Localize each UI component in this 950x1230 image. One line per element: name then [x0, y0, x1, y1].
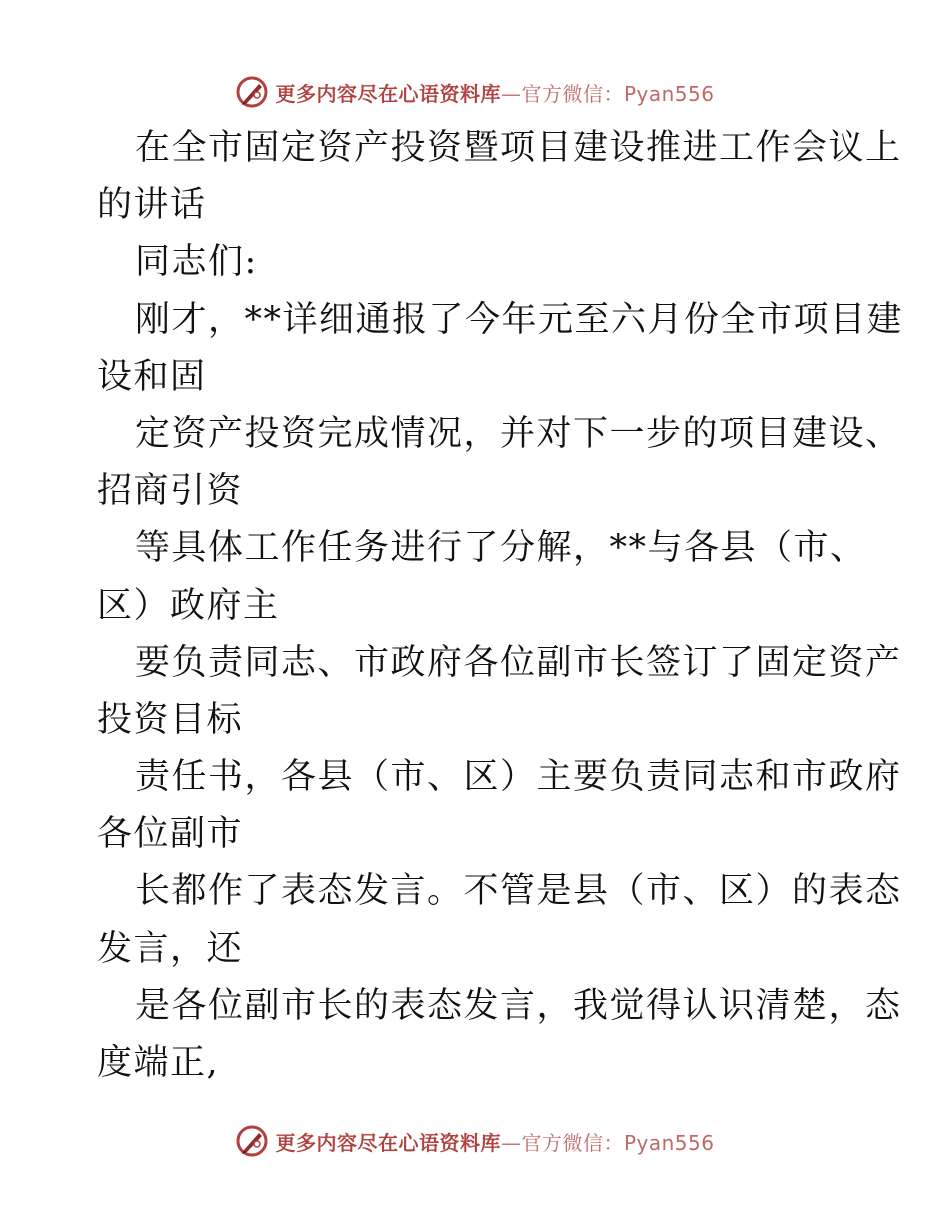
watermark-wechat: 官方微信：Pyan556	[521, 81, 715, 106]
footer-watermark	[0, 1121, 950, 1161]
text-line: 各位副市	[97, 814, 244, 855]
watermark-dash: —	[500, 81, 522, 106]
text-line: 是各位副市长的表态发言，我觉得认识清楚，态	[135, 985, 902, 1026]
text-line: 区）政府主	[97, 585, 280, 626]
pen-logo-icon	[235, 1124, 269, 1158]
text-line: 长都作了表态发言。不管是县（市、区）的表态	[135, 871, 902, 912]
document-body	[97, 120, 904, 1092]
watermark-wechat: 官方微信：Pyan556	[521, 1130, 715, 1155]
text-line: 招商引资	[97, 471, 244, 512]
text-line: 等具体工作任务进行了分解，**与各县（市、	[135, 528, 867, 569]
pen-logo-icon	[235, 75, 269, 109]
text-line: 投资目标	[97, 699, 244, 740]
text-line: 发言，还	[97, 928, 244, 969]
text-line: 的讲话	[97, 185, 207, 226]
text-line: 刚才，**详细通报了今年元至六月份全市项目建	[135, 299, 904, 340]
text-line: 同志们:	[135, 242, 258, 283]
watermark-text	[275, 1127, 714, 1156]
watermark-site-name: 更多内容尽在心语资料库	[275, 1130, 501, 1155]
watermark-text	[275, 78, 714, 107]
text-line: 度端正,	[97, 1043, 220, 1083]
watermark-dash: —	[500, 1130, 522, 1155]
text-line: 定资产投资完成情况，并对下一步的项目建设、	[135, 413, 902, 454]
text-line: 在全市固定资产投资暨项目建设推进工作会议上	[135, 128, 902, 168]
watermark-site-name: 更多内容尽在心语资料库	[275, 81, 501, 106]
text-line: 责任书，各县（市、区）主要负责同志和市政府	[135, 757, 902, 798]
header-watermark	[0, 72, 950, 112]
text-line: 要负责同志、市政府各位副市长签订了固定资产	[135, 642, 902, 683]
text-line: 设和固	[97, 356, 207, 397]
